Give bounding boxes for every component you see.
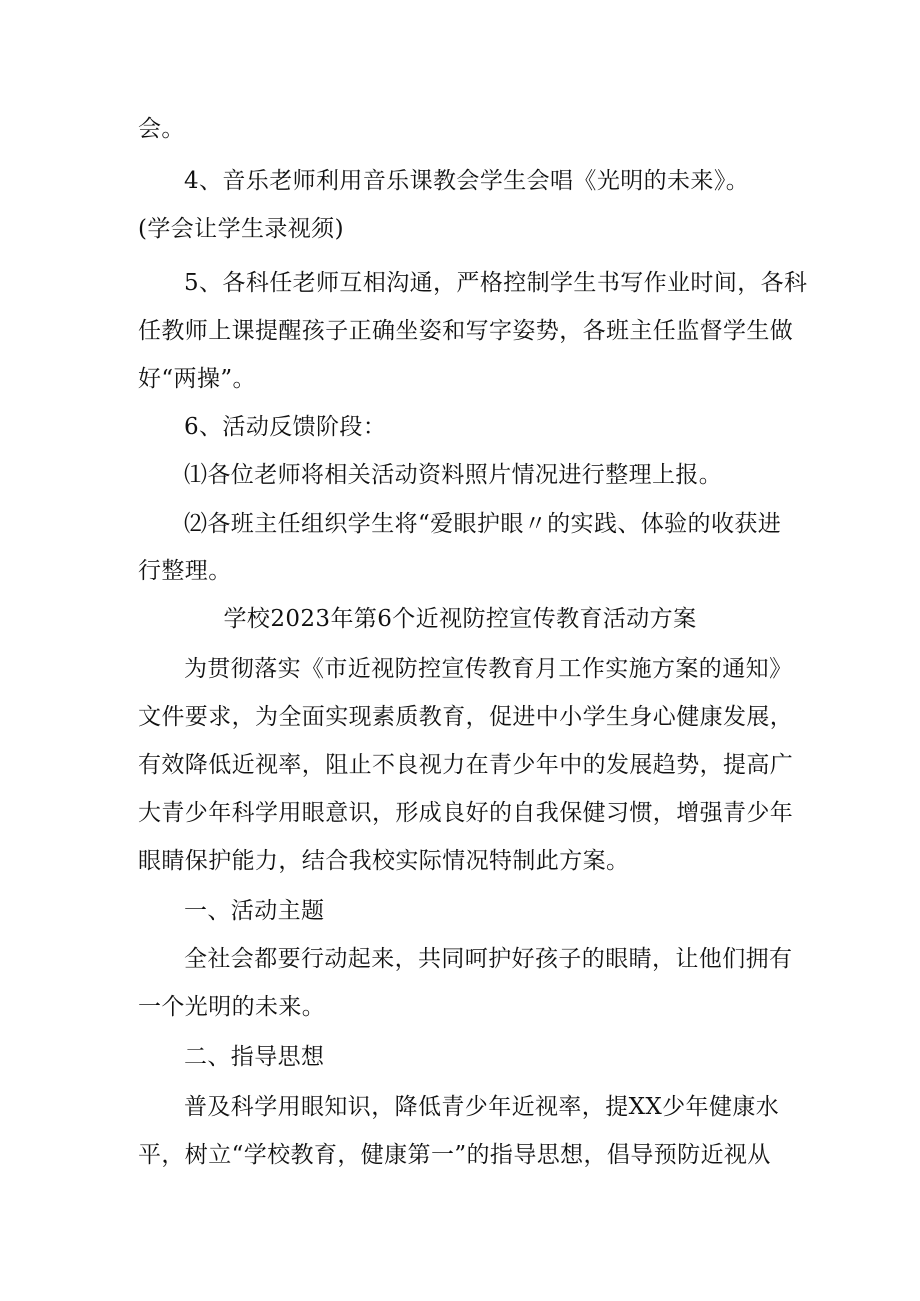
intro-paragraph-line-4: 大青少年科学用眼意识，形成良好的自我保健习惯，增强青少年 [138,800,794,826]
item-6-sub-1: ⑴各位老师将相关活动资料照片情况进行整理上报。 [184,462,723,488]
section-title: 学校2023年第6个近视防控宣传教育活动方案 [223,606,697,632]
item-6-sub-2: ⑵各班主任组织学生将“爱眼护眼〃的实践、体验的收获进 [184,511,782,537]
ideology-paragraph-line-2: 平，树立“学校教育，健康第一”的指导思想，倡导预防近视从 [138,1142,771,1168]
item-4-note: (学会让学生录视须) [138,216,344,242]
item-6-feedback-heading: 6、活动反馈阶段： [184,414,387,440]
intro-paragraph-line-3: 有效降低近视率，阻止不良视力在青少年中的发展趋势，提高广 [138,752,794,778]
item-5-two-exercises: 好“两操”。 [138,366,256,392]
intro-paragraph-line-5: 眼睛保护能力，结合我校实际情况特制此方案。 [138,848,630,874]
item-6-sub-2-continued: 行整理。 [138,558,232,584]
ideology-paragraph-line-1: 普及科学用眼知识，降低青少年近视率，提XX少年健康水 [184,1094,780,1120]
item-5-posture: 任教师上课提醒孩子正确坐姿和写字姿势，各班主任监督学生做 [138,318,794,344]
intro-paragraph-line-2: 文件要求，为全面实现素质教育，促进中小学生身心健康发展， [138,704,794,730]
intro-paragraph-line-1: 为贯彻落实《市近视防控宣传教育月工作实施方案的通知》 [184,656,793,682]
theme-paragraph-line-2: 一个光明的未来。 [138,994,326,1020]
heading-guiding-ideology: 二、指导思想 [184,1044,325,1070]
item-4-music-song: 4、音乐老师利用音乐课教会学生会唱《光明的未来》。 [184,168,750,194]
theme-paragraph-line-1: 全社会都要行动起来，共同呵护好孩子的眼睛，让他们拥有 [184,946,793,972]
heading-activity-theme: 一、活动主题 [184,898,325,924]
item-5-homework-time: 5、各科任老师互相沟通，严格控制学生书写作业时间，各科 [184,270,808,296]
text-line-continuation: 会。 [138,116,185,142]
